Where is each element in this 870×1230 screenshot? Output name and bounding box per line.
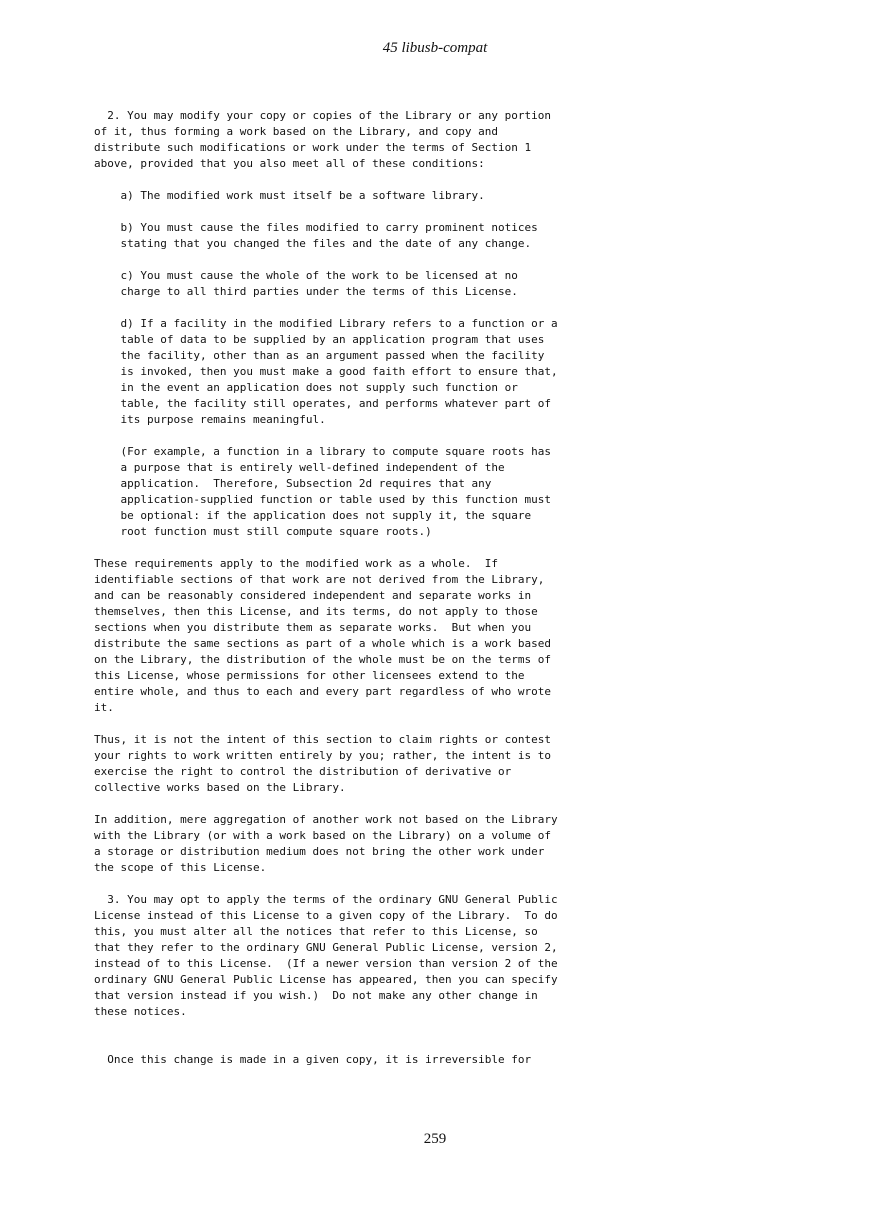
page-header: 45 libusb-compat: [382, 40, 488, 56]
page-number: 259: [423, 1131, 447, 1147]
license-body-text: 2. You may modify your copy or copies of the Library or any portion of it, thus forming a work based on the Library, and copy and distribute such modifications or work under the terms of Section 1 above, provided that you also meet all of these conditions: a) The modified work must itself be a software library. b) You must cause the files modified to carry prominent notices stating that you changed the files and the date of any change. c) You must cause the whole of the work to be licensed at no charge to all third parties under the terms of this License. d) If a facility in the modified Library refers to a function or a table of data to be supplied by an application program that uses the facility, other than as an argument passed when the facility is invoked, then you must make a good faith effort to ensure that, in the event an application does not supply such function or table, the facility still operates, and performs whatever part of its purpose remains meaningful. (For example, a function in a library to compute square roots has a purpose that is entirely well-defined independent of the application. Therefore, Subsection 2d requires that any application-supplied function or table used by this function must be optional: if the application does not supply it, the square root function must still compute square roots.) These requirements apply to the modified work as a whole. If identifiable sections of that work are not derived from the Library, and can be reasonably considered independent and separate works in themselves, then this License, and its terms, do not apply to those sections when you distribute them as separate works. But when you distribute the same sections as part of a whole which is a work based on the Library, the distribution of the whole must be on the terms of this License, whose permissions for other licensees extend to the entire whole, and thus to each and every part regardless of who wrote it. Thus, it is not the intent of this section to claim rights or contest your rights to work written entirely by you; rather, the intent is to exercise the right to control the distribution of derivative or collective works based on the Library. In addition, mere aggregation of another work not based on the Library with the Library (or with a work based on the Library) on a volume of a storage or distribution medium does not bring the other work under the scope of this License. 3. You may opt to apply the terms of the ordinary GNU General Public License instead of this License to a given copy of the Library. To do this, you must alter all the notices that refer to this License, so that they refer to the ordinary GNU General Public License, version 2, instead of to this License. (If a newer version than version 2 of the ordinary GNU General Public License has appeared, then you can specify that version instead if you wish.) Do not make any other change in these notices. Once this change is made in a given copy, it is irreversible for: [94, 109, 558, 1066]
